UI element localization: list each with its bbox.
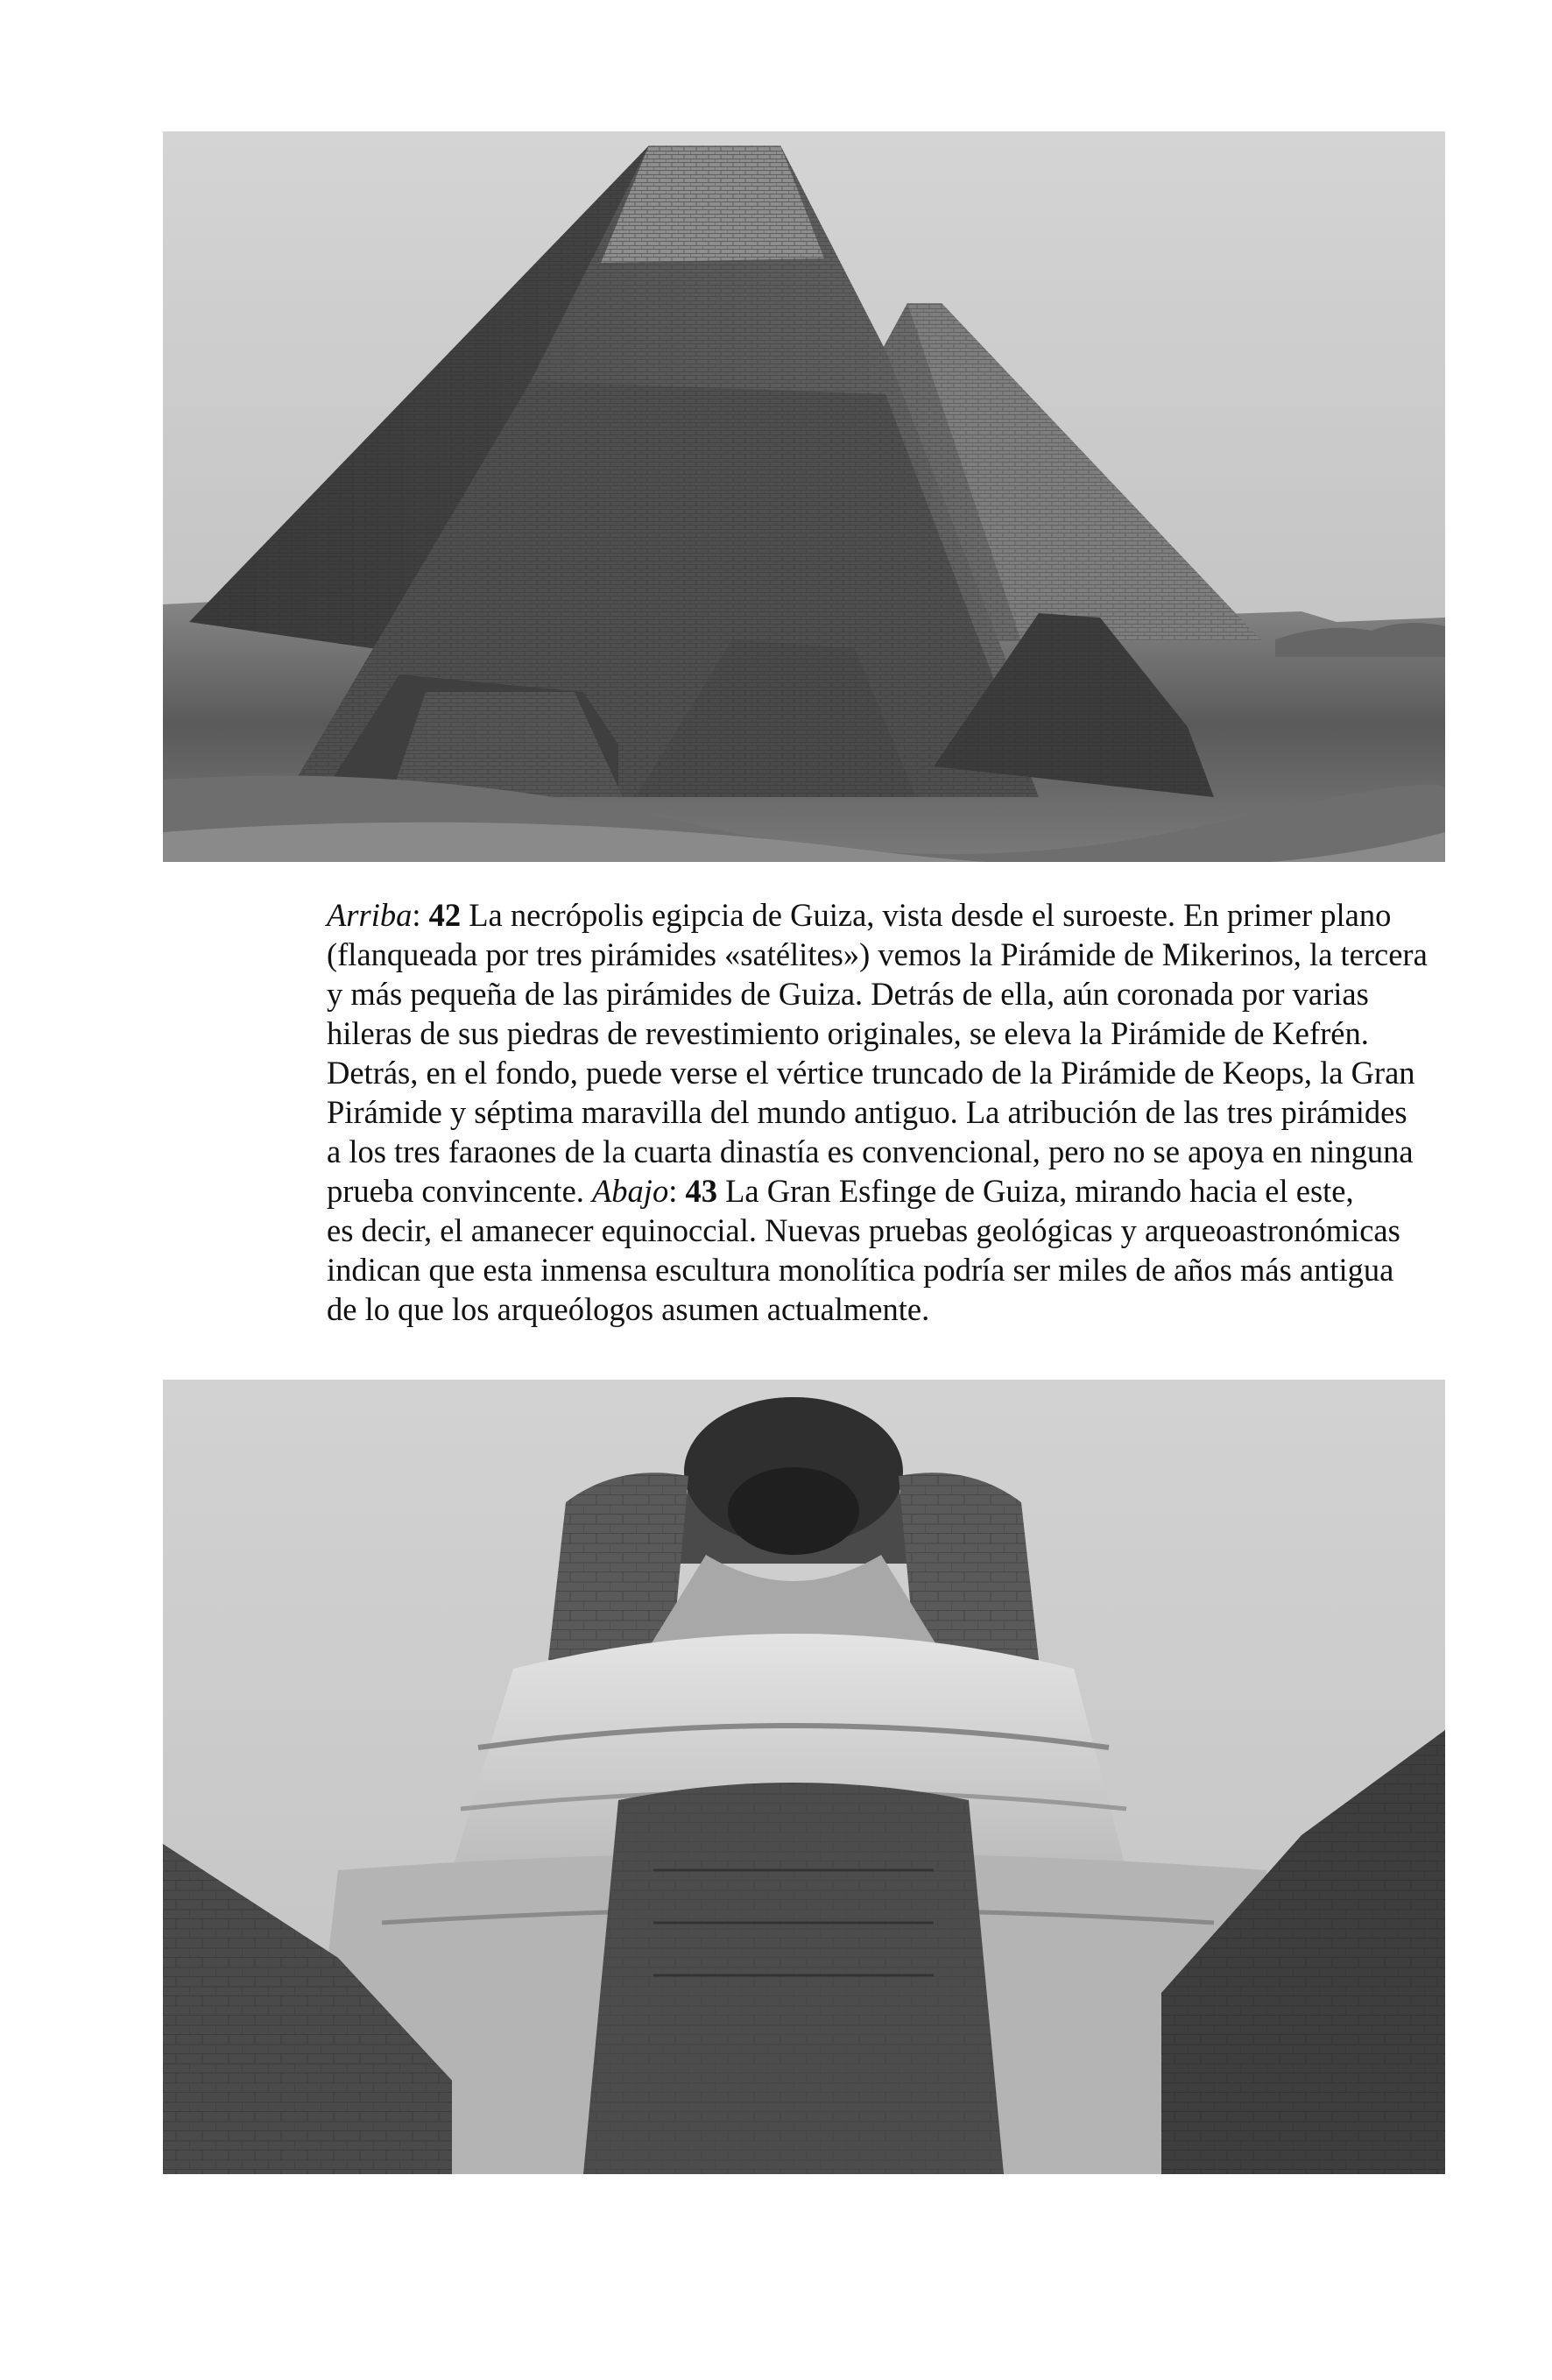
pyramids-photo <box>163 131 1445 862</box>
caption-line <box>327 1092 1448 1132</box>
figure-number: 43 <box>685 1173 717 1209</box>
caption-text: a los tres faraones de la cuarta dinastía es convencional, pero no se apoya en ninguna <box>327 1134 1414 1169</box>
caption-position-label: Abajo <box>592 1173 669 1209</box>
caption-text: es decir, el amanecer equinoccial. Nuevas pruebas geológicas y arqueoastronómicas <box>327 1212 1400 1248</box>
caption-text: y más pequeña de las pirámides de Guiza. Detrás de ella, aún coronada por varias <box>327 976 1369 1012</box>
caption-text: de lo que los arqueólogos asumen actualmente. <box>327 1291 930 1327</box>
caption-line <box>327 1289 1448 1329</box>
caption-text: La Gran Esfinge de Guiza, mirando hacia el este, <box>716 1173 1354 1209</box>
figure-number: 42 <box>428 897 462 933</box>
caption-position-label: Arriba <box>327 897 413 933</box>
caption-text: Detrás, en el fondo, puede verse el vértice truncado de la Pirámide de Keops, la Gran <box>327 1055 1415 1091</box>
caption-text: prueba convincente. <box>327 1173 593 1209</box>
caption-line <box>327 1053 1448 1092</box>
caption-text: : <box>668 1173 686 1209</box>
caption-text: : <box>412 897 429 933</box>
caption-line <box>327 1211 1448 1250</box>
caption-text: indican que esta inmensa escultura monolítica podría ser miles de años más antigua <box>327 1252 1394 1288</box>
caption-line <box>327 935 1448 974</box>
caption-line <box>327 1250 1448 1289</box>
caption-text: hileras de sus piedras de revestimiento originales, se eleva la Pirámide de Kefrén. <box>327 1015 1369 1051</box>
caption-line <box>327 1013 1448 1053</box>
sphinx-photo <box>163 1380 1445 2174</box>
caption-line <box>327 1132 1448 1171</box>
caption-text: Pirámide y séptima maravilla del mundo antiguo. La atribución de las tres pirámides <box>327 1094 1407 1130</box>
caption-text: (flanqueada por tres pirámides «satélites») vemos la Pirámide de Mikerinos, la tercera <box>327 936 1428 972</box>
figure-caption <box>327 895 1448 1329</box>
caption-line <box>327 974 1448 1013</box>
caption-line <box>327 1171 1448 1211</box>
caption-line <box>327 895 1448 935</box>
caption-text: La necrópolis egipcia de Guiza, vista desde el suroeste. En primer plano <box>461 897 1392 933</box>
